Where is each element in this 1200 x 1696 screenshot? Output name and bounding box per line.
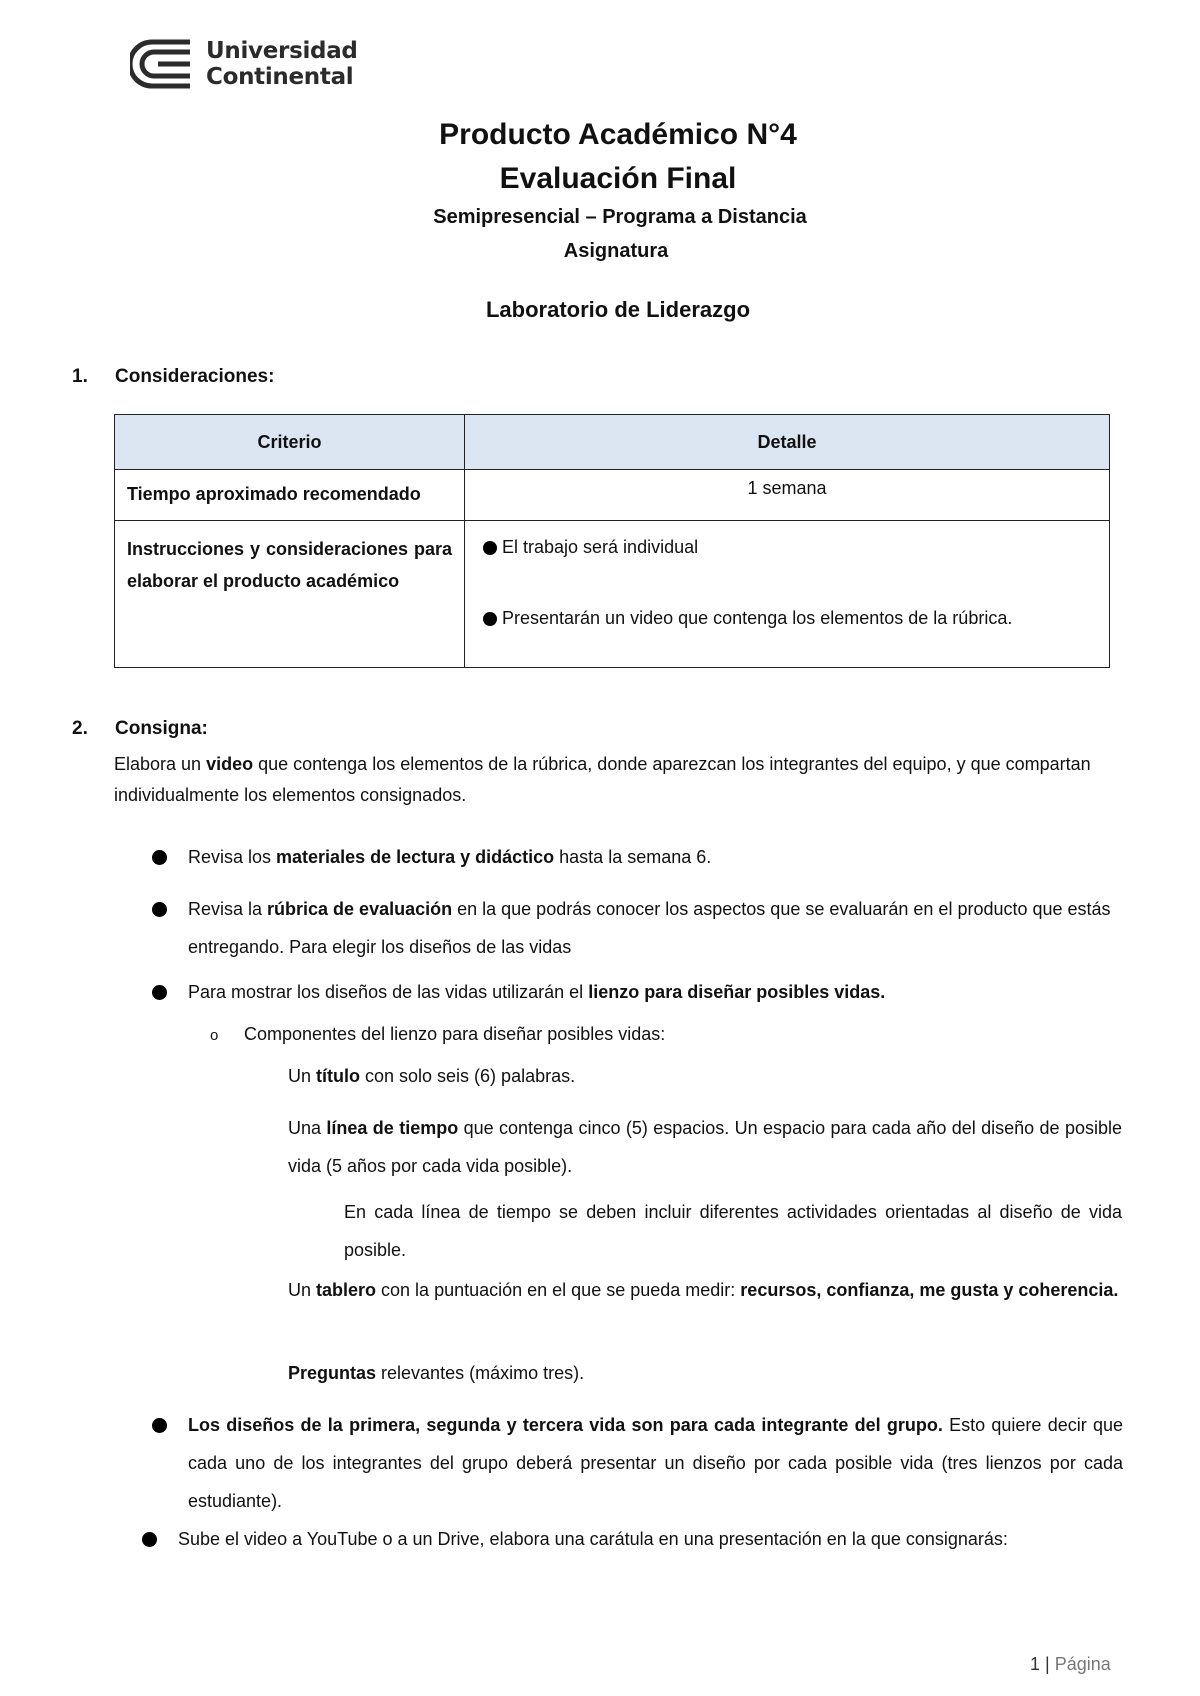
table-row — [115, 521, 1110, 668]
section-1-number: 1. — [72, 366, 88, 387]
row1-value: 1 semana — [465, 470, 1110, 521]
component-board — [288, 1271, 1122, 1309]
list-item — [483, 608, 1091, 629]
row2-value — [465, 521, 1110, 668]
b1-a: Revisa los — [188, 847, 277, 867]
circle-bullet-icon: o — [210, 1027, 219, 1044]
row2-item-1: El trabajo será individual — [502, 537, 699, 557]
component-questions — [288, 1354, 1122, 1392]
university-logo — [130, 36, 358, 92]
bullet-4-text — [188, 1406, 1123, 1520]
logo-line1: Universidad — [206, 38, 358, 64]
c2-c: que contenga cinco (5) espacios. Un espacio para cada año del diseño de posible vida (5 años por cada vida posible). — [288, 1118, 1122, 1176]
intro-text-bold: video — [206, 754, 254, 774]
bullet-icon — [483, 541, 497, 555]
b4-bold: Los diseños de la primera, segunda y tercera vida son para cada integrante del grupo. — [188, 1415, 943, 1435]
b1-c: hasta la semana 6. — [554, 847, 712, 867]
bullet-5-text: Sube el video a YouTube o a un Drive, elabora una carátula en una presentación en la que consignarás: — [178, 1529, 1008, 1549]
column-header-detalle: Detalle — [465, 415, 1110, 470]
column-header-criterio: Criterio — [115, 415, 465, 470]
sub-list-item — [210, 1019, 665, 1051]
section-1-title: Consideraciones: — [115, 366, 275, 387]
bullet-icon — [152, 985, 167, 1000]
c3-bold: tablero — [316, 1280, 377, 1300]
bullet-icon — [152, 1418, 167, 1433]
component-title — [288, 1057, 1122, 1095]
sub-item-text: Componentes del lienzo para diseñar posibles vidas: — [244, 1024, 666, 1044]
page-number: 1 — [1030, 1654, 1041, 1674]
logo-line2: Continental — [206, 64, 354, 90]
university-logo-text — [206, 38, 358, 90]
bullet-icon — [152, 850, 167, 865]
criteria-table — [114, 414, 1110, 668]
component-timeline-note: En cada línea de tiempo se deben incluir diferentes actividades orientadas al diseño de vida posible. — [344, 1202, 1122, 1260]
section-2-heading — [72, 718, 208, 740]
page-label: Página — [1054, 1654, 1111, 1674]
c3-bold-2: recursos, confianza, me gusta y coherencia. — [740, 1280, 1119, 1300]
table-header-row — [115, 415, 1110, 470]
row1-label: Tiempo aproximado recomendado — [115, 470, 465, 521]
b3-bold: lienzo para diseñar posibles vidas. — [588, 982, 886, 1002]
b2-bold: rúbrica de evaluación — [267, 899, 453, 919]
b1-bold: materiales de lectura y didáctico — [276, 847, 555, 867]
bullet-1-text — [188, 838, 1123, 876]
b2-c: en la que podrás conocer los aspectos que se evaluarán en el producto que estás entregando. Para elegir los diseños de las vidas — [188, 899, 1111, 957]
row2-item-2: Presentarán un video que contenga los elementos de la rúbrica. — [502, 608, 1013, 628]
c4-bold: Preguntas — [288, 1363, 377, 1383]
modality-label: Semipresencial – Programa a Distancia — [433, 206, 807, 228]
c3-a: Un — [288, 1280, 317, 1300]
c2-a: Una — [288, 1118, 327, 1138]
bullet-icon — [152, 902, 167, 917]
b3-a: Para mostrar los diseños de las vidas utilizarán el — [188, 982, 589, 1002]
table-row — [115, 470, 1110, 521]
c1-c: con solo seis (6) palabras. — [360, 1066, 576, 1086]
page-separator: | — [1040, 1654, 1055, 1674]
c4-b: relevantes (máximo tres). — [376, 1363, 585, 1383]
document-title: Producto Académico N°4 — [439, 118, 797, 151]
section-1-heading — [72, 366, 274, 388]
bullet-3-text — [188, 973, 1123, 1011]
section-2-title: Consigna: — [115, 718, 208, 739]
university-logo-icon — [130, 36, 200, 92]
intro-text-c: que contenga los elementos de la rúbrica, donde aparezcan los integrantes del equipo, y que compartan individualmente los elementos consignados. — [114, 754, 1091, 805]
c3-c: con la puntuación en el que se pueda medir: — [376, 1280, 741, 1300]
component-timeline — [288, 1109, 1122, 1185]
c1-a: Un — [288, 1066, 317, 1086]
list-item — [483, 537, 1091, 558]
bullet-icon — [483, 612, 497, 626]
bullet-2-text — [188, 890, 1123, 966]
section-2-number: 2. — [72, 718, 88, 739]
b2-a: Revisa la — [188, 899, 268, 919]
page-footer — [1030, 1654, 1111, 1675]
row2-label: Instrucciones y consideraciones para elaborar el producto académico — [115, 521, 465, 668]
intro-text-a: Elabora un — [114, 754, 207, 774]
b4-b: Esto quiere decir que cada uno de los integrantes del grupo deberá presentar un diseño por cada posible vida (tres lienzos por cada estudiante). — [188, 1415, 1123, 1511]
course-name: Laboratorio de Liderazgo — [485, 297, 751, 322]
bullet-icon — [142, 1532, 157, 1547]
asignatura-label: Asignatura — [563, 240, 669, 262]
c2-bold: línea de tiempo — [326, 1118, 459, 1138]
c1-bold: título — [316, 1066, 360, 1086]
document-subtitle: Evaluación Final — [499, 162, 737, 195]
consigna-intro — [114, 749, 1124, 811]
